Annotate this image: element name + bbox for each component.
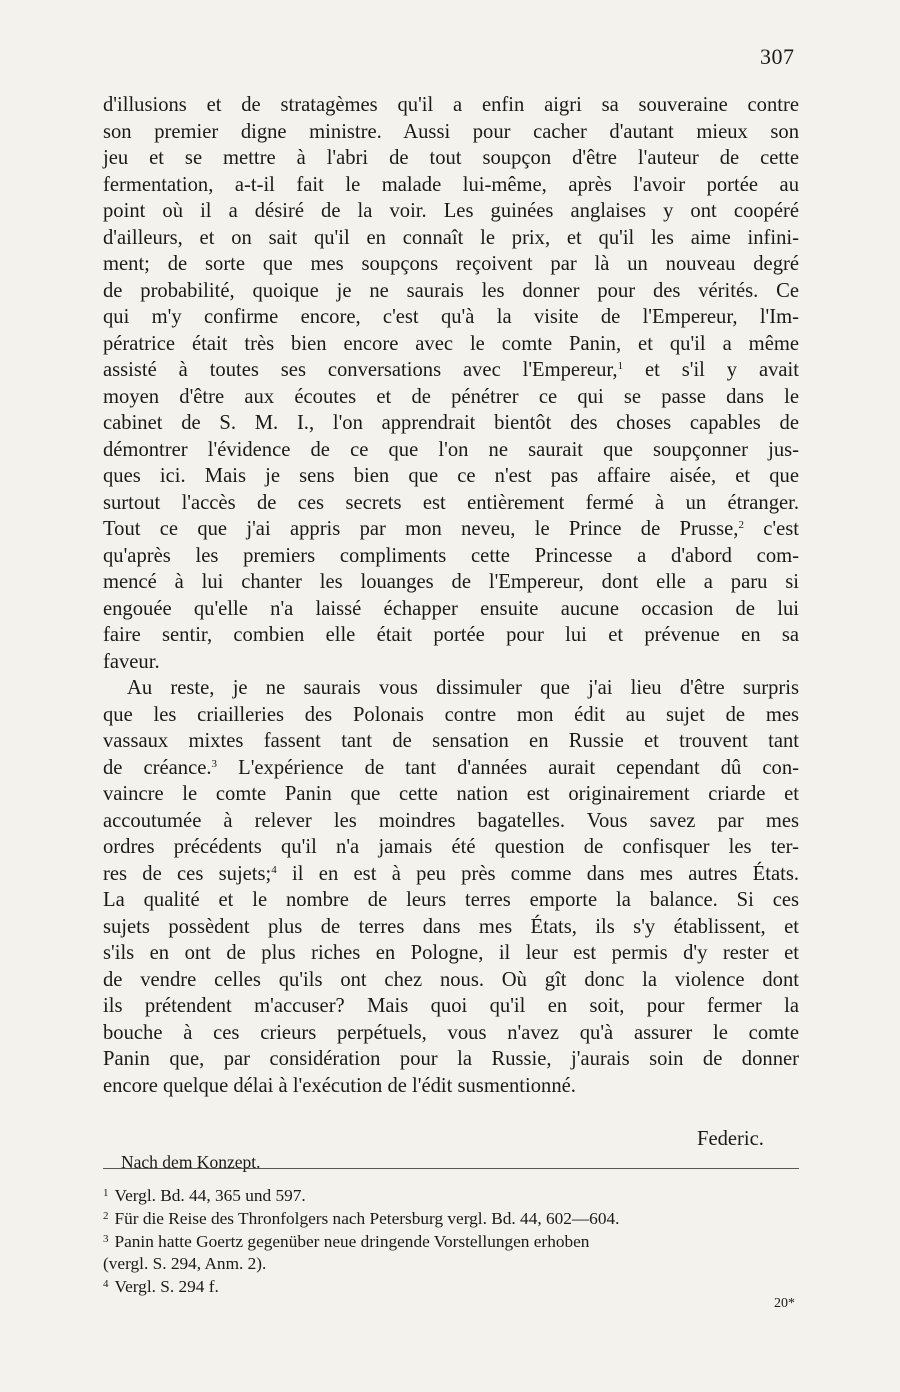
text-line: faveur.	[103, 650, 160, 673]
text-segment: res de ces sujets;	[103, 862, 272, 885]
footnote-3	[103, 1229, 803, 1252]
text-line: qu'après les premiers compliments cette Princesse a d'abord com-	[103, 544, 799, 567]
footnote-ref: 4	[271, 863, 277, 876]
footnote-mark: 4	[103, 1277, 109, 1290]
footnote-3-continuation: (vergl. S. 294, Anm. 2).	[103, 1253, 267, 1273]
text-line: que les criailleries des Polonais contre mon édit au sujet de mes	[103, 703, 799, 726]
text-line: jeu et se mettre à l'abri de tout soupçon d'être l'auteur de cette	[103, 147, 799, 169]
text-line: vassaux mixtes fassent tant de sensation en Russie et trouvent tant	[103, 730, 799, 752]
footnote-2	[103, 1206, 803, 1229]
text-line: fermentation, a-t-il fait le malade lui-même, après l'avoir portée au	[103, 173, 799, 196]
footnote-text: Für die Reise des Thronfolgers nach Petersburg vergl. Bd. 44, 602—604.	[114, 1209, 620, 1229]
text-line: bouche à ces crieurs perpétuels, vous n'avez qu'à assurer le comte	[103, 1021, 799, 1044]
text-segment: il en est à peu près comme dans mes autres États.	[276, 862, 799, 885]
footnote-text: Vergl. Bd. 44, 365 und 597.	[114, 1186, 306, 1205]
text-line: ils prétendent m'accuser? Mais quoi qu'il en soit, pour fermer la	[103, 995, 799, 1017]
page-number: 307	[760, 44, 795, 69]
text-line: pératrice était très bien encore avec le comte Panin, et qu'il a même	[103, 332, 799, 355]
source-note: Nach dem Konzept.	[121, 1152, 261, 1172]
footnote-rule	[103, 1168, 799, 1169]
text-line: encore quelque délai à l'exécution de l'édit susmentionné.	[103, 1074, 576, 1097]
text-line: surtout l'accès de ces secrets est entièrement fermé à un étranger.	[103, 491, 799, 514]
text-line	[103, 861, 799, 888]
footnote-mark: 1	[103, 1187, 109, 1199]
text-segment: assisté à toutes ses conversations avec l'Empereur,	[103, 359, 618, 381]
text-line: ordres précédents qu'il n'a jamais été question de confisquer les ter-	[103, 836, 799, 858]
sheet-signature-mark: 20*	[774, 1296, 795, 1311]
footnote-ref: 1	[617, 360, 624, 372]
footnotes	[103, 1183, 803, 1297]
footnote-ref: 2	[738, 519, 744, 531]
footnote-text: Panin hatte Goertz gegenüber neue dringende Vorstellungen erhoben	[114, 1232, 590, 1252]
footnote-4	[103, 1274, 803, 1297]
text-segment: de créance.	[103, 756, 212, 779]
text-line: s'ils en ont de plus riches en Pologne, il leur est permis d'y rester et	[103, 942, 799, 964]
text-line: accoutumée à relever les moindres bagatelles. Vous savez par mes	[103, 809, 799, 832]
text-line: faire sentir, combien elle était portée pour lui et prévenue en sa	[103, 624, 799, 646]
footnote-mark: 2	[103, 1210, 109, 1223]
text-segment: Tout ce que j'ai appris par mon neveu, le Prince de Prusse,	[103, 518, 739, 540]
text-line: ment; de sorte que mes soupçons reçoivent par là un nouveau degré	[103, 253, 799, 275]
text-line: ques ici. Mais je sens bien que ce n'est pas affaire aisée, et que	[103, 465, 799, 487]
text-line: mencé à lui chanter les louanges de l'Empereur, dont elle a paru si	[103, 571, 799, 593]
text-line: de probabilité, quoique je ne saurais les donner pour des vérités. Ce	[103, 279, 799, 302]
text-line: démontrer l'évidence de ce que l'on ne saurait que soupçonner jus-	[103, 438, 799, 461]
text-line: Au reste, je ne saurais vous dissimuler que j'ai lieu d'être surpris	[127, 677, 799, 699]
text-line: point où il a désiré de la voir. Les guinées anglaises y ont coopéré	[103, 200, 799, 222]
text-line: Panin que, par considération pour la Russie, j'aurais soin de donner	[103, 1048, 799, 1070]
text-line: moyen d'être aux écoutes et de pénétrer ce qui se passe dans le	[103, 385, 799, 408]
text-segment: L'expérience de tant d'années aurait cependant dû con-	[217, 756, 800, 779]
text-line: d'illusions et de stratagèmes qu'il a enfin aigri sa souveraine contre	[103, 94, 799, 116]
text-line: La qualité et le nombre de leurs terres emporte la balance. Si ces	[103, 889, 799, 911]
text-line: d'ailleurs, et on sait qu'il en connaît le prix, et qu'il les aime infini-	[103, 226, 799, 249]
text-line: son premier digne ministre. Aussi pour cacher d'autant mieux son	[103, 120, 799, 143]
text-line: de vendre celles qu'ils ont chez nous. Où gît donc la violence dont	[103, 968, 799, 991]
text-line	[103, 357, 799, 384]
text-line: sujets possèdent plus de terres dans mes États, ils s'y établissent, et	[103, 915, 799, 938]
text-line: qui m'y confirme encore, c'est qu'à la visite de l'Empereur, l'Im-	[103, 306, 799, 328]
text-line	[103, 755, 799, 782]
text-line	[103, 516, 799, 543]
footnote-1	[103, 1183, 803, 1206]
text-line: engouée qu'elle n'a laissé échapper ensuite aucune occasion de lui	[103, 597, 799, 620]
text-line: vaincre le comte Panin que cette nation est originairement criarde et	[103, 783, 799, 805]
signature: Federic.	[697, 1128, 764, 1150]
text-segment: et s'il y avait	[623, 359, 799, 381]
footnote-mark: 3	[103, 1233, 109, 1246]
body-text	[103, 92, 799, 1099]
footnote-text: Vergl. S. 294 f.	[114, 1276, 219, 1296]
text-line: cabinet de S. M. I., l'on apprendrait bientôt des choses capables de	[103, 412, 799, 434]
footnote-ref: 3	[211, 757, 218, 770]
text-segment: c'est	[743, 518, 799, 540]
